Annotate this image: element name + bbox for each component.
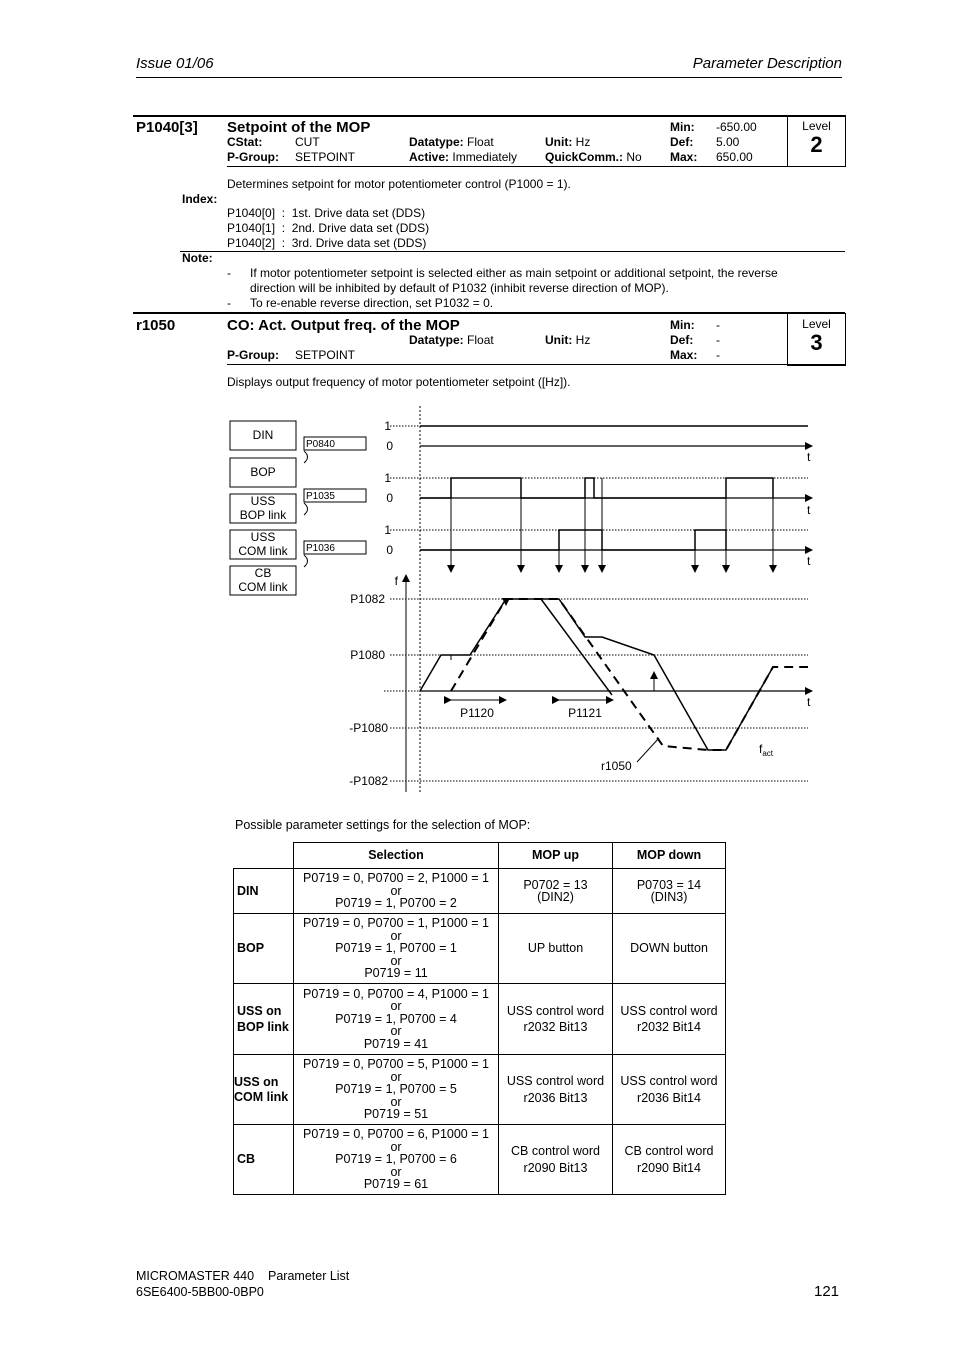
p1040-note1-line1: If motor potentiometer setpoint is selected either as main setpoint or additional setpoint, the reverse bbox=[250, 266, 778, 280]
source-uss-2: USS bbox=[250, 530, 276, 544]
p1040-def: 5.00 bbox=[716, 135, 740, 149]
row-din-name: DIN bbox=[234, 869, 294, 914]
r1050-pgroup-label: P-Group: bbox=[227, 348, 279, 362]
r1050-description: Displays output frequency of motor potentiometer setpoint ([Hz]). bbox=[227, 375, 571, 389]
f-label: f bbox=[394, 574, 398, 588]
p1040-max-label: Max: bbox=[670, 150, 698, 164]
p1121-label: P1121 bbox=[568, 706, 602, 720]
p1040-active: Active: Immediately bbox=[409, 150, 518, 164]
table-row bbox=[234, 984, 726, 1055]
m1080-label: -P1080 bbox=[349, 721, 388, 735]
r1050-datatype: Datatype: Float bbox=[409, 333, 494, 347]
level-0-a: 0 bbox=[386, 439, 393, 453]
p1040-def-label: Def: bbox=[670, 135, 694, 149]
r1050-label: r1050 bbox=[601, 759, 632, 773]
p1040-level: 2 bbox=[810, 132, 823, 157]
r1050-title: CO: Act. Output freq. of the MOP bbox=[227, 317, 460, 334]
row-din-up: P0702 = 13 (DIN2) bbox=[499, 869, 613, 914]
table-caption: Possible parameter settings for the selection of MOP: bbox=[235, 818, 531, 832]
fact-label: $f_{act}$ bbox=[759, 742, 774, 758]
row-uss-bop-selection: P0719 = 0, P0700 = 4, P1000 = 1 or P0719 = 1, P0700 = 4 or P0719 = 41 bbox=[294, 984, 499, 1055]
footer-product: MICROMASTER 440 Parameter List bbox=[136, 1269, 350, 1283]
m1082-label: -P1082 bbox=[349, 774, 388, 788]
source-bop: BOP bbox=[250, 465, 276, 479]
source-cb: CB bbox=[254, 566, 272, 580]
p1040-quickcomm: QuickComm.: No bbox=[545, 150, 642, 164]
row-uss-com-down: USS control word r2036 Bit14 bbox=[613, 1055, 726, 1125]
r1050-pgroup: SETPOINT bbox=[295, 348, 356, 362]
header-mop-up: MOP up bbox=[499, 843, 613, 869]
row-bop-down: DOWN button bbox=[613, 914, 726, 984]
r1050-unit: Unit: Hz bbox=[545, 333, 591, 347]
header-mop-down: MOP down bbox=[613, 843, 726, 869]
header-selection: Selection bbox=[294, 843, 499, 869]
row-cb-down: CB control word r2090 Bit14 bbox=[613, 1125, 726, 1195]
param-p0840: P0840 bbox=[306, 439, 335, 450]
row-bop-name: BOP bbox=[234, 914, 294, 984]
row-bop-selection: P0719 = 0, P0700 = 1, P1000 = 1 or P0719 = 1, P0700 = 1 or P0719 = 11 bbox=[294, 914, 499, 984]
p1040-max: 650.00 bbox=[716, 150, 753, 164]
table-row bbox=[234, 1055, 726, 1125]
p1040-note1-line2: direction will be inhibited by default of P1032 (inhibit reverse direction of MOP). bbox=[250, 281, 669, 295]
p1082-label: P1082 bbox=[350, 592, 385, 606]
t-label-3: t bbox=[807, 554, 811, 568]
mop-selection-table bbox=[233, 842, 726, 1195]
row-din-down: P0703 = 14 (DIN3) bbox=[613, 869, 726, 914]
table-corner bbox=[234, 843, 294, 869]
p1040-pgroup-label: P-Group: bbox=[227, 150, 279, 164]
source-com-link-1: COM link bbox=[238, 544, 288, 558]
p1040-cstat: CUT bbox=[295, 135, 320, 149]
table-row bbox=[234, 869, 726, 914]
r1050-def-label: Def: bbox=[670, 333, 694, 347]
p1040-datatype: Datatype: Float bbox=[409, 135, 494, 149]
row-uss-com-name: USS on COM link bbox=[234, 1055, 294, 1125]
p1040-min-label: Min: bbox=[670, 120, 695, 134]
row-bop-up: UP button bbox=[499, 914, 613, 984]
setpoint-curve bbox=[451, 599, 808, 750]
level-1-b: 1 bbox=[384, 471, 391, 485]
row-cb-selection: P0719 = 0, P0700 = 6, P1000 = 1 or P0719 = 1, P0700 = 6 or P0719 = 61 bbox=[294, 1125, 499, 1195]
r1050-max-label: Max: bbox=[670, 348, 698, 362]
p1040-note-label: Note: bbox=[182, 251, 213, 265]
level-1-a: 1 bbox=[384, 419, 391, 433]
p1040-pgroup: SETPOINT bbox=[295, 150, 356, 164]
p1040-title: Setpoint of the MOP bbox=[227, 119, 371, 136]
p1040-cstat-label: CStat: bbox=[227, 135, 263, 149]
r1050-level: 3 bbox=[810, 330, 823, 355]
row-din-selection: P0719 = 0, P0700 = 2, P1000 = 1 or P0719 = 1, P0700 = 2 bbox=[294, 869, 499, 914]
p1040-note2: To re-enable reverse direction, set P1032 = 0. bbox=[250, 296, 494, 310]
p1120-label: P1120 bbox=[460, 706, 494, 720]
p1040-param-name: P1040[3] bbox=[136, 119, 198, 136]
t-label-2: t bbox=[807, 503, 811, 517]
source-com-link-2: COM link bbox=[238, 580, 288, 594]
p1040-min: -650.00 bbox=[716, 120, 757, 134]
level-0-c: 0 bbox=[386, 543, 393, 557]
row-cb-up: CB control word r2090 Bit13 bbox=[499, 1125, 613, 1195]
p1040-note1-dash: - bbox=[227, 266, 231, 280]
mop-up-signal bbox=[420, 478, 773, 498]
row-uss-bop-down: USS control word r2032 Bit14 bbox=[613, 984, 726, 1055]
param-p1035: P1035 bbox=[306, 491, 335, 502]
source-bop-link: BOP link bbox=[239, 508, 287, 522]
p1040-index-0: P1040[0] : 1st. Drive data set (DDS) bbox=[227, 206, 426, 220]
row-uss-bop-name: USS on BOP link bbox=[234, 984, 294, 1055]
r1050-param-name: r1050 bbox=[136, 317, 176, 334]
r1050-max: - bbox=[716, 348, 720, 362]
r1050-min: - bbox=[716, 318, 720, 332]
level-0-b: 0 bbox=[386, 491, 393, 505]
table-row bbox=[234, 1125, 726, 1195]
p1080-label: P1080 bbox=[350, 648, 385, 662]
row-cb-name: CB bbox=[234, 1125, 294, 1195]
source-din: DIN bbox=[252, 428, 274, 442]
p1040-index-label: Index: bbox=[182, 192, 218, 206]
p1040-description: Determines setpoint for motor potentiometer control (P1000 = 1). bbox=[227, 177, 571, 191]
p1040-note2-dash: - bbox=[227, 296, 231, 310]
p1040-index-2: P1040[2] : 3rd. Drive data set (DDS) bbox=[227, 236, 427, 250]
footer-order-number: 6SE6400-5BB00-0BP0 bbox=[136, 1285, 264, 1299]
table-row bbox=[234, 914, 726, 984]
r1050-def: - bbox=[716, 333, 720, 347]
t-label-4: t bbox=[807, 695, 811, 709]
t-label-1: t bbox=[807, 450, 811, 464]
r1050-min-label: Min: bbox=[670, 318, 695, 332]
mop-down-signal bbox=[420, 530, 726, 550]
source-uss-1: USS bbox=[250, 494, 276, 508]
row-uss-com-up: USS control word r2036 Bit13 bbox=[499, 1055, 613, 1125]
page-number: 121 bbox=[814, 1283, 840, 1300]
header-section: Parameter Description bbox=[692, 55, 842, 72]
header-issue: Issue 01/06 bbox=[136, 55, 214, 72]
row-uss-bop-up: USS control word r2032 Bit13 bbox=[499, 984, 613, 1055]
p1040-index-1: P1040[1] : 2nd. Drive data set (DDS) bbox=[227, 221, 430, 235]
level-1-c: 1 bbox=[384, 523, 391, 537]
p1040-level-label: Level bbox=[802, 119, 831, 133]
param-p1036: P1036 bbox=[306, 543, 335, 554]
row-uss-com-selection: P0719 = 0, P0700 = 5, P1000 = 1 or P0719 = 1, P0700 = 5 or P0719 = 51 bbox=[294, 1055, 499, 1125]
p1040-unit: Unit: Hz bbox=[545, 135, 591, 149]
r1050-level-label: Level bbox=[802, 317, 831, 331]
